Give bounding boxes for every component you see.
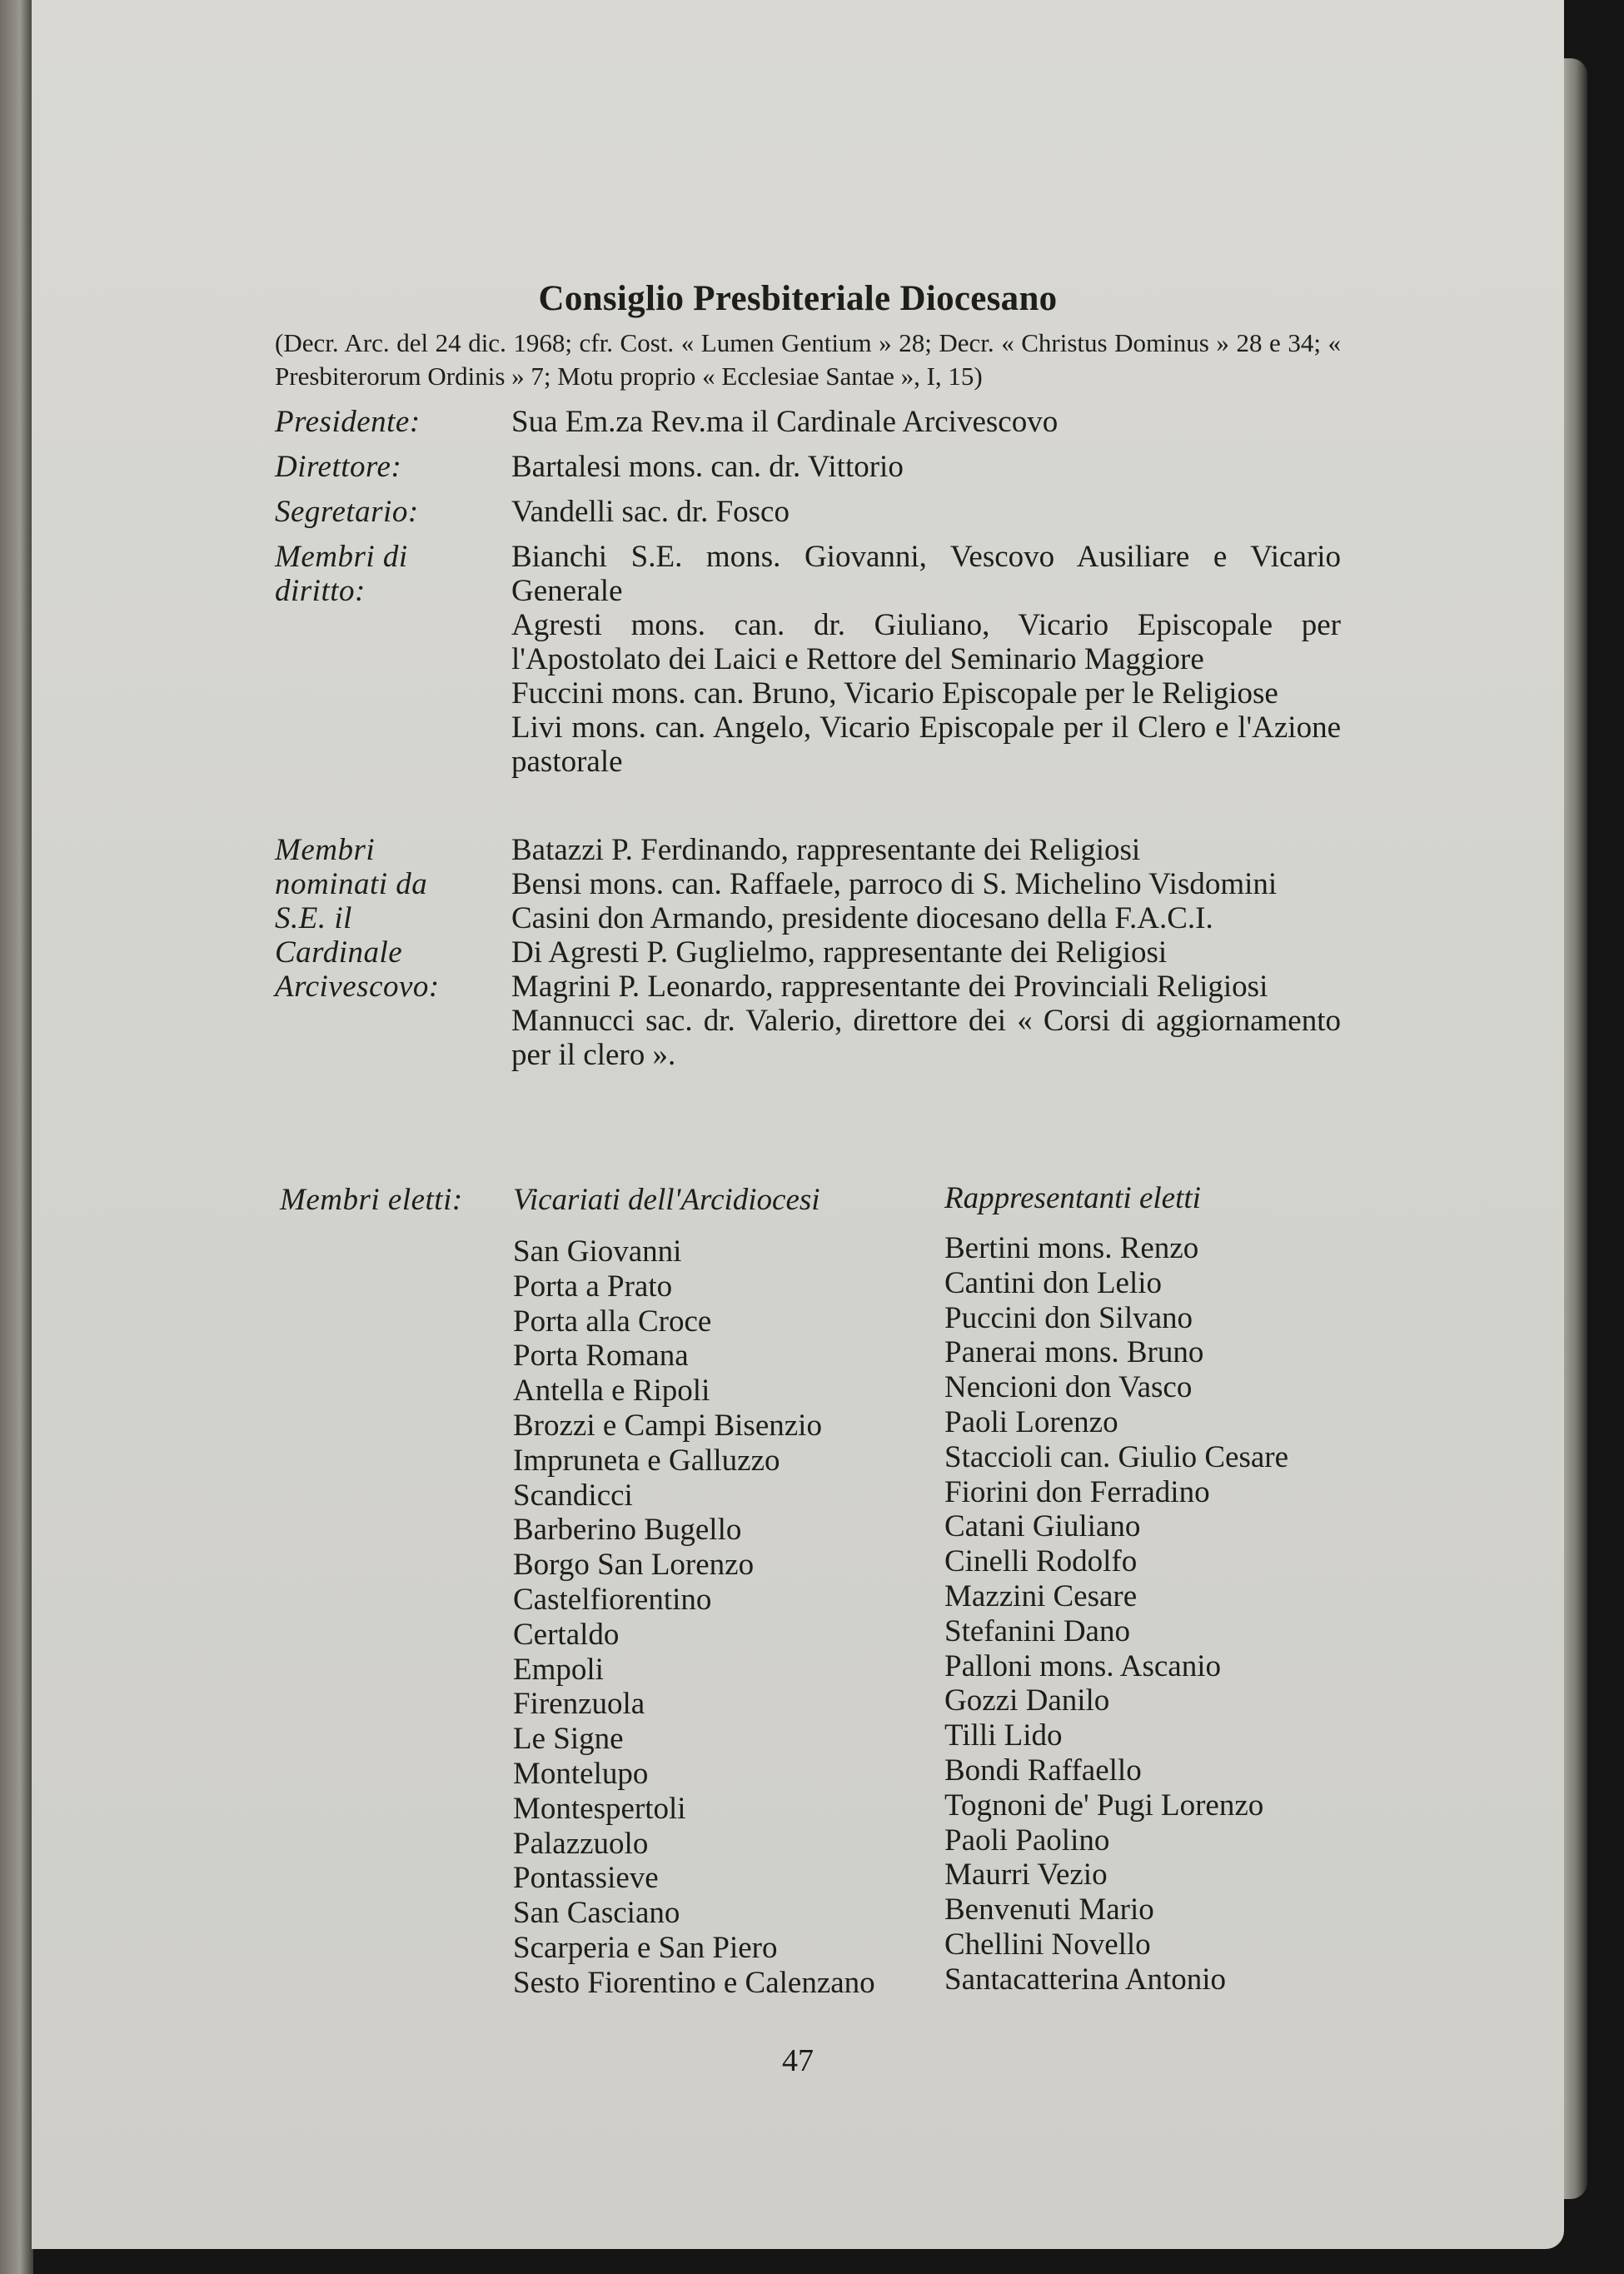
presidente-name: Sua Em.za Rev.ma il Cardinale Arcivescovo: [511, 405, 1059, 439]
rappresentante-item: Catani Giuliano: [944, 1509, 1141, 1544]
rappresentante-item: Bondi Raffaello: [944, 1753, 1142, 1788]
segretario-name: Vandelli sac. dr. Fosco: [511, 495, 790, 529]
vicariato-item: Impruneta e Galluzzo: [513, 1443, 780, 1478]
rappresentante-item: Tilli Lido: [944, 1718, 1063, 1753]
vicariato-item: San Giovanni: [513, 1234, 682, 1269]
member-entry: Livi mons. can. Angelo, Vicario Episcopale per il Clero e l'Azione pastorale: [511, 711, 1341, 779]
rappresentante-item: Paoli Paolino: [944, 1823, 1110, 1858]
vicariato-item: Scandicci: [513, 1478, 633, 1513]
direttore-value: [511, 450, 1341, 484]
facing-page-edge: [0, 0, 33, 2274]
vicariato-item: Antella e Ripoli: [513, 1374, 710, 1409]
vicariato-item: Le Signe: [513, 1722, 624, 1757]
vicariato-item: Certaldo: [513, 1617, 620, 1652]
vicariato-item: Sesto Fiorentino e Calenzano: [513, 1965, 875, 2000]
rappresentante-item: Benvenuti Mario: [944, 1893, 1154, 1927]
rappresentante-item: Bertini mons. Renzo: [944, 1231, 1199, 1265]
rappresentante-item: Gozzi Danilo: [944, 1683, 1110, 1718]
rappresentante-item: Maurri Vezio: [944, 1858, 1108, 1893]
vicariato-item: Pontassieve: [513, 1861, 659, 1896]
membri-diritto-label: Membri di diritto:: [275, 540, 408, 608]
rappresentante-item: Mazzini Cesare: [944, 1578, 1138, 1613]
vicariato-item: Borgo San Lorenzo: [513, 1548, 755, 1583]
vicariato-item: San Casciano: [513, 1896, 680, 1931]
vicariato-item: Barberino Bugello: [513, 1513, 742, 1548]
vicariati-list: [513, 1234, 875, 2001]
page-title: Consiglio Presbiteriale Diocesano: [538, 279, 1058, 318]
rappresentante-item: Panerai mons. Bruno: [944, 1335, 1204, 1370]
rappresentante-item: Nencioni don Vasco: [944, 1370, 1193, 1405]
member-entry: Batazzi P. Ferdinando, rappresentante dei Religiosi: [511, 833, 1141, 867]
rappresentante-item: Stefanini Dano: [944, 1613, 1130, 1648]
member-entry: Bensi mons. can. Raffaele, parroco di S. Michelino Visdomini: [511, 867, 1278, 901]
vicariato-item: Porta a Prato: [513, 1269, 673, 1304]
rappresentante-item: Paoli Lorenzo: [944, 1404, 1118, 1439]
vicariato-item: Montespertoli: [513, 1791, 686, 1826]
member-entry: Magrini P. Leonardo, rappresentante dei Provinciali Religiosi: [511, 970, 1268, 1004]
direttore-label: Direttore:: [275, 450, 402, 484]
vicariati-header: Vicariati dell'Arcidiocesi: [513, 1183, 820, 1217]
rappresentante-item: Cantini don Lelio: [944, 1265, 1163, 1300]
rappresentante-item: Fiorini don Ferradino: [944, 1474, 1210, 1509]
member-entry: Mannucci sac. dr. Valerio, direttore dei « Corsi di aggiornamento per il clero ».: [511, 1004, 1341, 1072]
member-entry: Fuccini mons. can. Bruno, Vicario Episcopale per le Religiose: [511, 676, 1278, 711]
member-entry: Di Agresti P. Guglielmo, rappresentante dei Religiosi: [511, 935, 1168, 970]
membri-nominati-label: Membri nominati da S.E. il Cardinale Arcivescovo:: [275, 833, 440, 1004]
vicariato-item: Firenzuola: [513, 1687, 645, 1722]
member-entry: Casini don Armando, presidente diocesano della F.A.C.I.: [511, 901, 1213, 935]
vicariato-item: Scarperia e San Piero: [513, 1930, 778, 1965]
rappresentante-item: Cinelli Rodolfo: [944, 1544, 1138, 1579]
page-number: 47: [782, 2043, 814, 2078]
membri-nominati-list: [511, 833, 1341, 1072]
page-stack-edge: [1562, 58, 1587, 2199]
segretario-value: [511, 495, 1341, 529]
vicariato-item: Castelfiorentino: [513, 1582, 712, 1617]
member-entry: Bianchi S.E. mons. Giovanni, Vescovo Ausiliare e Vicario Generale: [511, 540, 1341, 608]
rappresentante-item: Staccioli can. Giulio Cesare: [944, 1439, 1289, 1474]
member-entry: Agresti mons. can. dr. Giuliano, Vicario Episcopale per l'Apostolato dei Laici e Rettore del Seminario Maggiore: [511, 608, 1341, 676]
rappresentante-item: Puccini don Silvano: [944, 1300, 1193, 1335]
direttore-name: Bartalesi mons. can. dr. Vittorio: [511, 450, 904, 484]
segretario-label: Segretario:: [275, 495, 419, 529]
rappresentanti-list: [944, 1231, 1288, 1997]
rappresentante-item: Santacatterina Antonio: [944, 1962, 1227, 1997]
vicariato-item: Montelupo: [513, 1756, 649, 1791]
vicariato-item: Empoli: [513, 1652, 604, 1687]
decree-references: (Decr. Arc. del 24 dic. 1968; cfr. Cost. « Lumen Gentium » 28; Decr. « Christus Dominus » 28 e 34; « Presbiterorum Ordinis » 7; Motu proprio « Ecclesiae Santae », I, 15): [275, 328, 1341, 391]
vicariato-item: Porta alla Croce: [513, 1304, 712, 1339]
rappresentanti-header: Rappresentanti eletti: [944, 1181, 1201, 1215]
vicariato-item: Brozzi e Campi Bisenzio: [513, 1408, 822, 1443]
book-page: [32, 0, 1564, 2249]
vicariato-item: Porta Romana: [513, 1339, 689, 1374]
presidente-label: Presidente:: [275, 405, 421, 439]
membri-diritto-list: [511, 540, 1341, 779]
rappresentante-item: Tognoni de' Pugi Lorenzo: [944, 1788, 1264, 1823]
page-content: [32, 0, 1564, 2249]
membri-eletti-label: Membri eletti:: [280, 1183, 463, 1217]
rappresentante-item: Palloni mons. Ascanio: [944, 1648, 1221, 1683]
rappresentante-item: Chellini Novello: [944, 1927, 1151, 1962]
presidente-value: [511, 405, 1341, 439]
vicariato-item: Palazzuolo: [513, 1826, 649, 1861]
